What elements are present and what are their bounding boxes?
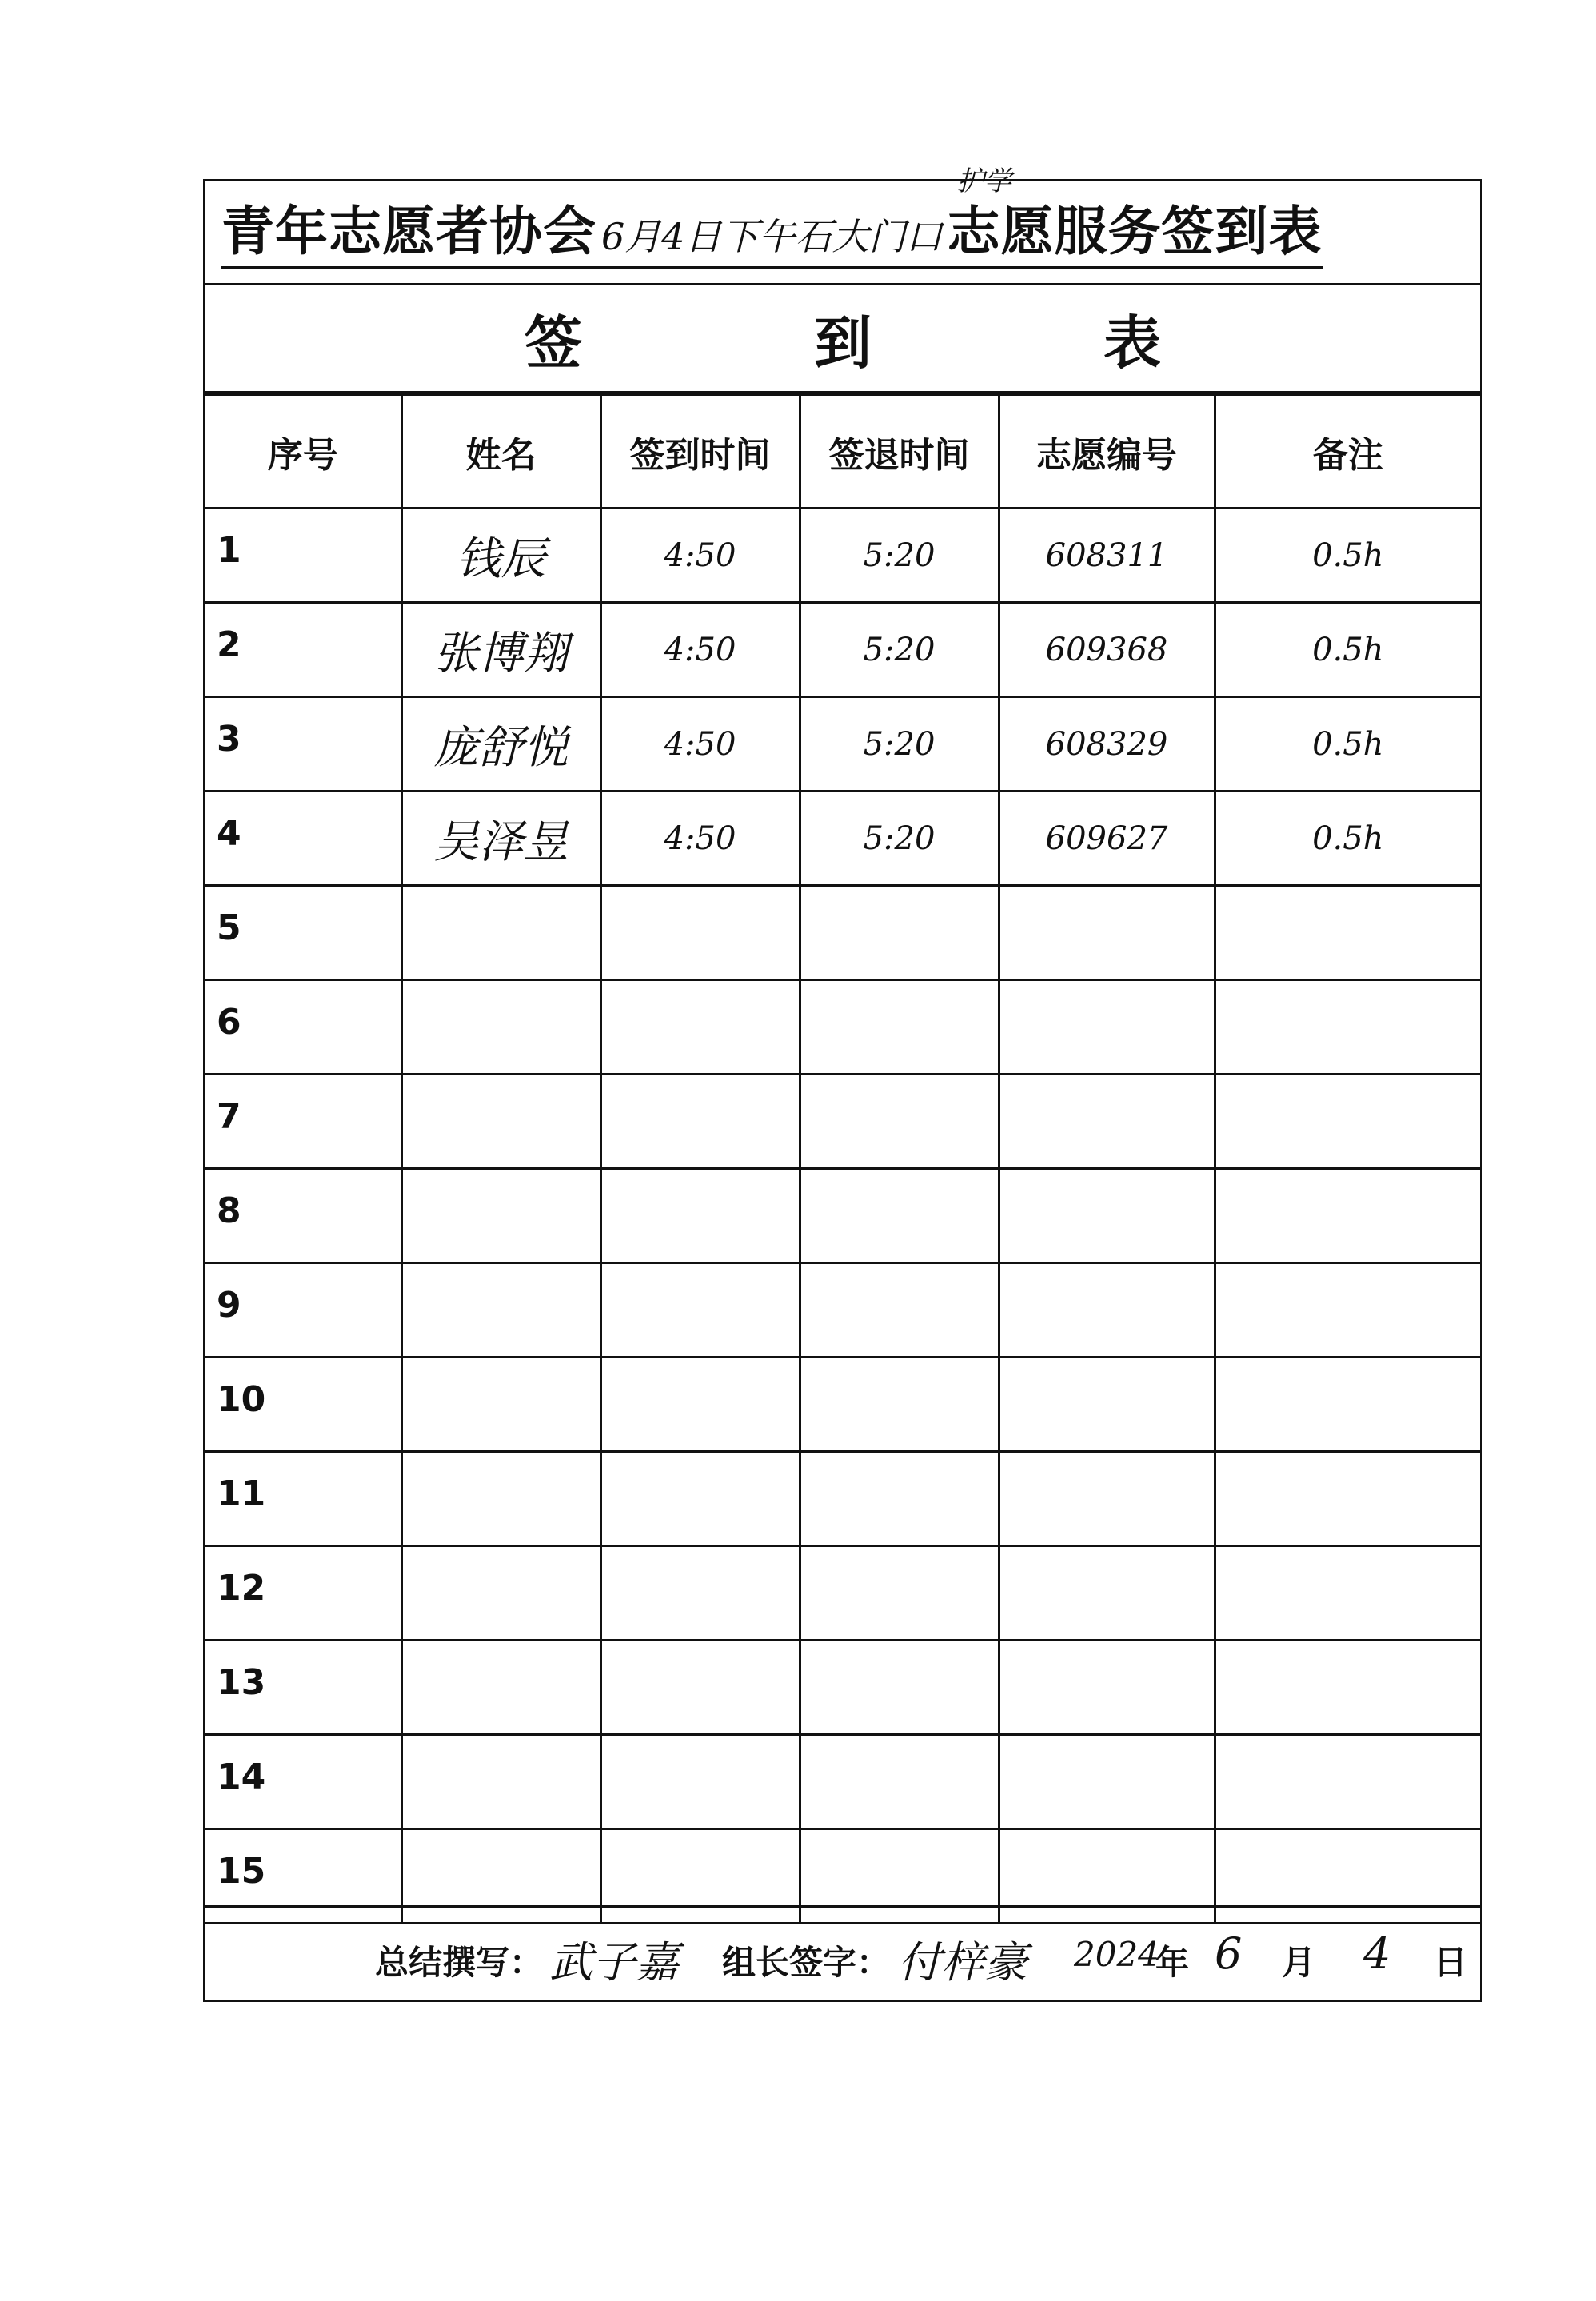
row-checkout [800,1641,999,1735]
subtitle-char: 表 [1103,309,1162,377]
header-checkout: 签退时间 [800,395,999,508]
row-note [1215,1358,1480,1452]
date-day-label: 日 [1434,1943,1468,1982]
row-volunteer-id [999,1358,1215,1452]
row-note: 0.5h [1215,508,1480,603]
title-note-handwritten: 护学 [957,165,1011,197]
leader-signature: 付梓豪 [898,1937,1027,1988]
row-checkin [600,980,800,1075]
row-checkout [800,1452,999,1546]
table-body [205,508,1480,1924]
row-checkin [600,1546,800,1641]
row-volunteer-id [999,1263,1215,1358]
row-checkout [800,1546,999,1641]
table-row [205,1169,1480,1263]
table-row [205,1735,1480,1829]
row-checkout [800,1735,999,1829]
row-note [1215,980,1480,1075]
footer-row [205,1905,1480,2000]
row-name [401,1735,600,1829]
row-note [1215,1263,1480,1358]
row-checkout [800,1075,999,1169]
row-checkout [800,1263,999,1358]
date-day: 4 [1363,1928,1391,1979]
table-header-row [205,395,1480,508]
header-name: 姓名 [401,395,600,508]
sign-in-table [205,393,1480,1924]
row-name [401,1075,600,1169]
row-index: 11 [205,1452,401,1546]
row-index: 4 [205,792,401,886]
row-index: 2 [205,603,401,697]
row-index: 8 [205,1169,401,1263]
row-volunteer-id [999,1075,1215,1169]
row-note: 0.5h [1215,792,1480,886]
title-row [205,165,1480,285]
row-checkin [600,1358,800,1452]
row-checkin: 4:50 [600,508,800,603]
date-year-label: 年 [1155,1943,1190,1982]
row-name [401,1641,600,1735]
table-row [205,697,1480,792]
row-checkout [800,980,999,1075]
table-row [205,792,1480,886]
row-index: 6 [205,980,401,1075]
table-row [205,1075,1480,1169]
row-volunteer-id [999,1452,1215,1546]
row-checkin [600,886,800,980]
row-note [1215,1641,1480,1735]
table-row [205,603,1480,697]
row-volunteer-id [999,980,1215,1075]
row-name: 吴泽昱 [401,792,600,886]
table-row [205,1452,1480,1546]
table-row [205,886,1480,980]
row-checkout: 5:20 [800,603,999,697]
row-note [1215,886,1480,980]
table-row [205,1641,1480,1735]
row-name [401,1452,600,1546]
header-note: 备注 [1215,395,1480,508]
header-volunteer-id: 志愿编号 [999,395,1215,508]
date-month-label: 月 [1282,1943,1316,1982]
row-index: 1 [205,508,401,603]
subtitle-row [205,285,1480,393]
row-index: 10 [205,1358,401,1452]
page-title [221,202,1323,269]
row-name: 张博翔 [401,603,600,697]
table-row [205,1358,1480,1452]
row-index: 9 [205,1263,401,1358]
row-name [401,1263,600,1358]
subtitle-char: 签 [524,309,582,377]
row-checkin [600,1641,800,1735]
row-checkout: 5:20 [800,697,999,792]
row-volunteer-id [999,1169,1215,1263]
row-note [1215,1546,1480,1641]
row-checkin [600,1735,800,1829]
row-checkin [600,1169,800,1263]
row-name [401,886,600,980]
row-checkout [800,1358,999,1452]
row-index: 7 [205,1075,401,1169]
date-year: 2024 [1074,1935,1159,1974]
row-checkin: 4:50 [600,603,800,697]
row-note [1215,1169,1480,1263]
row-volunteer-id [999,886,1215,980]
subtitle-char: 到 [813,309,872,377]
row-note [1215,1735,1480,1829]
sign-in-sheet [203,165,1482,2002]
row-name [401,1546,600,1641]
row-name [401,1169,600,1263]
row-index: 3 [205,697,401,792]
table-row [205,1546,1480,1641]
row-checkin: 4:50 [600,792,800,886]
row-note [1215,1452,1480,1546]
row-note: 0.5h [1215,697,1480,792]
row-name: 钱辰 [401,508,600,603]
row-index: 5 [205,886,401,980]
row-checkout [800,1169,999,1263]
row-volunteer-id: 608329 [999,697,1215,792]
table-row [205,980,1480,1075]
date-month: 6 [1215,1928,1243,1979]
row-volunteer-id: 609627 [999,792,1215,886]
title-suffix: 志愿服务签到表 [947,201,1323,262]
row-volunteer-id [999,1641,1215,1735]
row-checkin [600,1452,800,1546]
header-checkin: 签到时间 [600,395,800,508]
row-index: 15 [205,1829,401,1924]
row-checkout [800,886,999,980]
row-checkin: 4:50 [600,697,800,792]
summary-signature: 武子嘉 [549,1937,679,1988]
row-name [401,1358,600,1452]
header-index: 序号 [205,395,401,508]
row-volunteer-id [999,1546,1215,1641]
row-volunteer-id [999,1735,1215,1829]
row-index: 14 [205,1735,401,1829]
row-checkout: 5:20 [800,792,999,886]
row-volunteer-id: 608311 [999,508,1215,603]
row-checkin [600,1263,800,1358]
row-name: 庞舒悦 [401,697,600,792]
summary-label: 总结撰写： [375,1943,544,1982]
row-index: 12 [205,1546,401,1641]
row-note [1215,1075,1480,1169]
table-row [205,508,1480,603]
title-prefix: 青年志愿者协会 [221,201,597,262]
leader-label: 组长签字： [722,1943,891,1982]
row-checkout: 5:20 [800,508,999,603]
row-index: 13 [205,1641,401,1735]
row-checkin [600,1075,800,1169]
row-volunteer-id: 609368 [999,603,1215,697]
row-name [401,980,600,1075]
title-event-handwritten: 6月4日下午石大门口 [601,215,943,258]
table-row [205,1263,1480,1358]
row-note: 0.5h [1215,603,1480,697]
